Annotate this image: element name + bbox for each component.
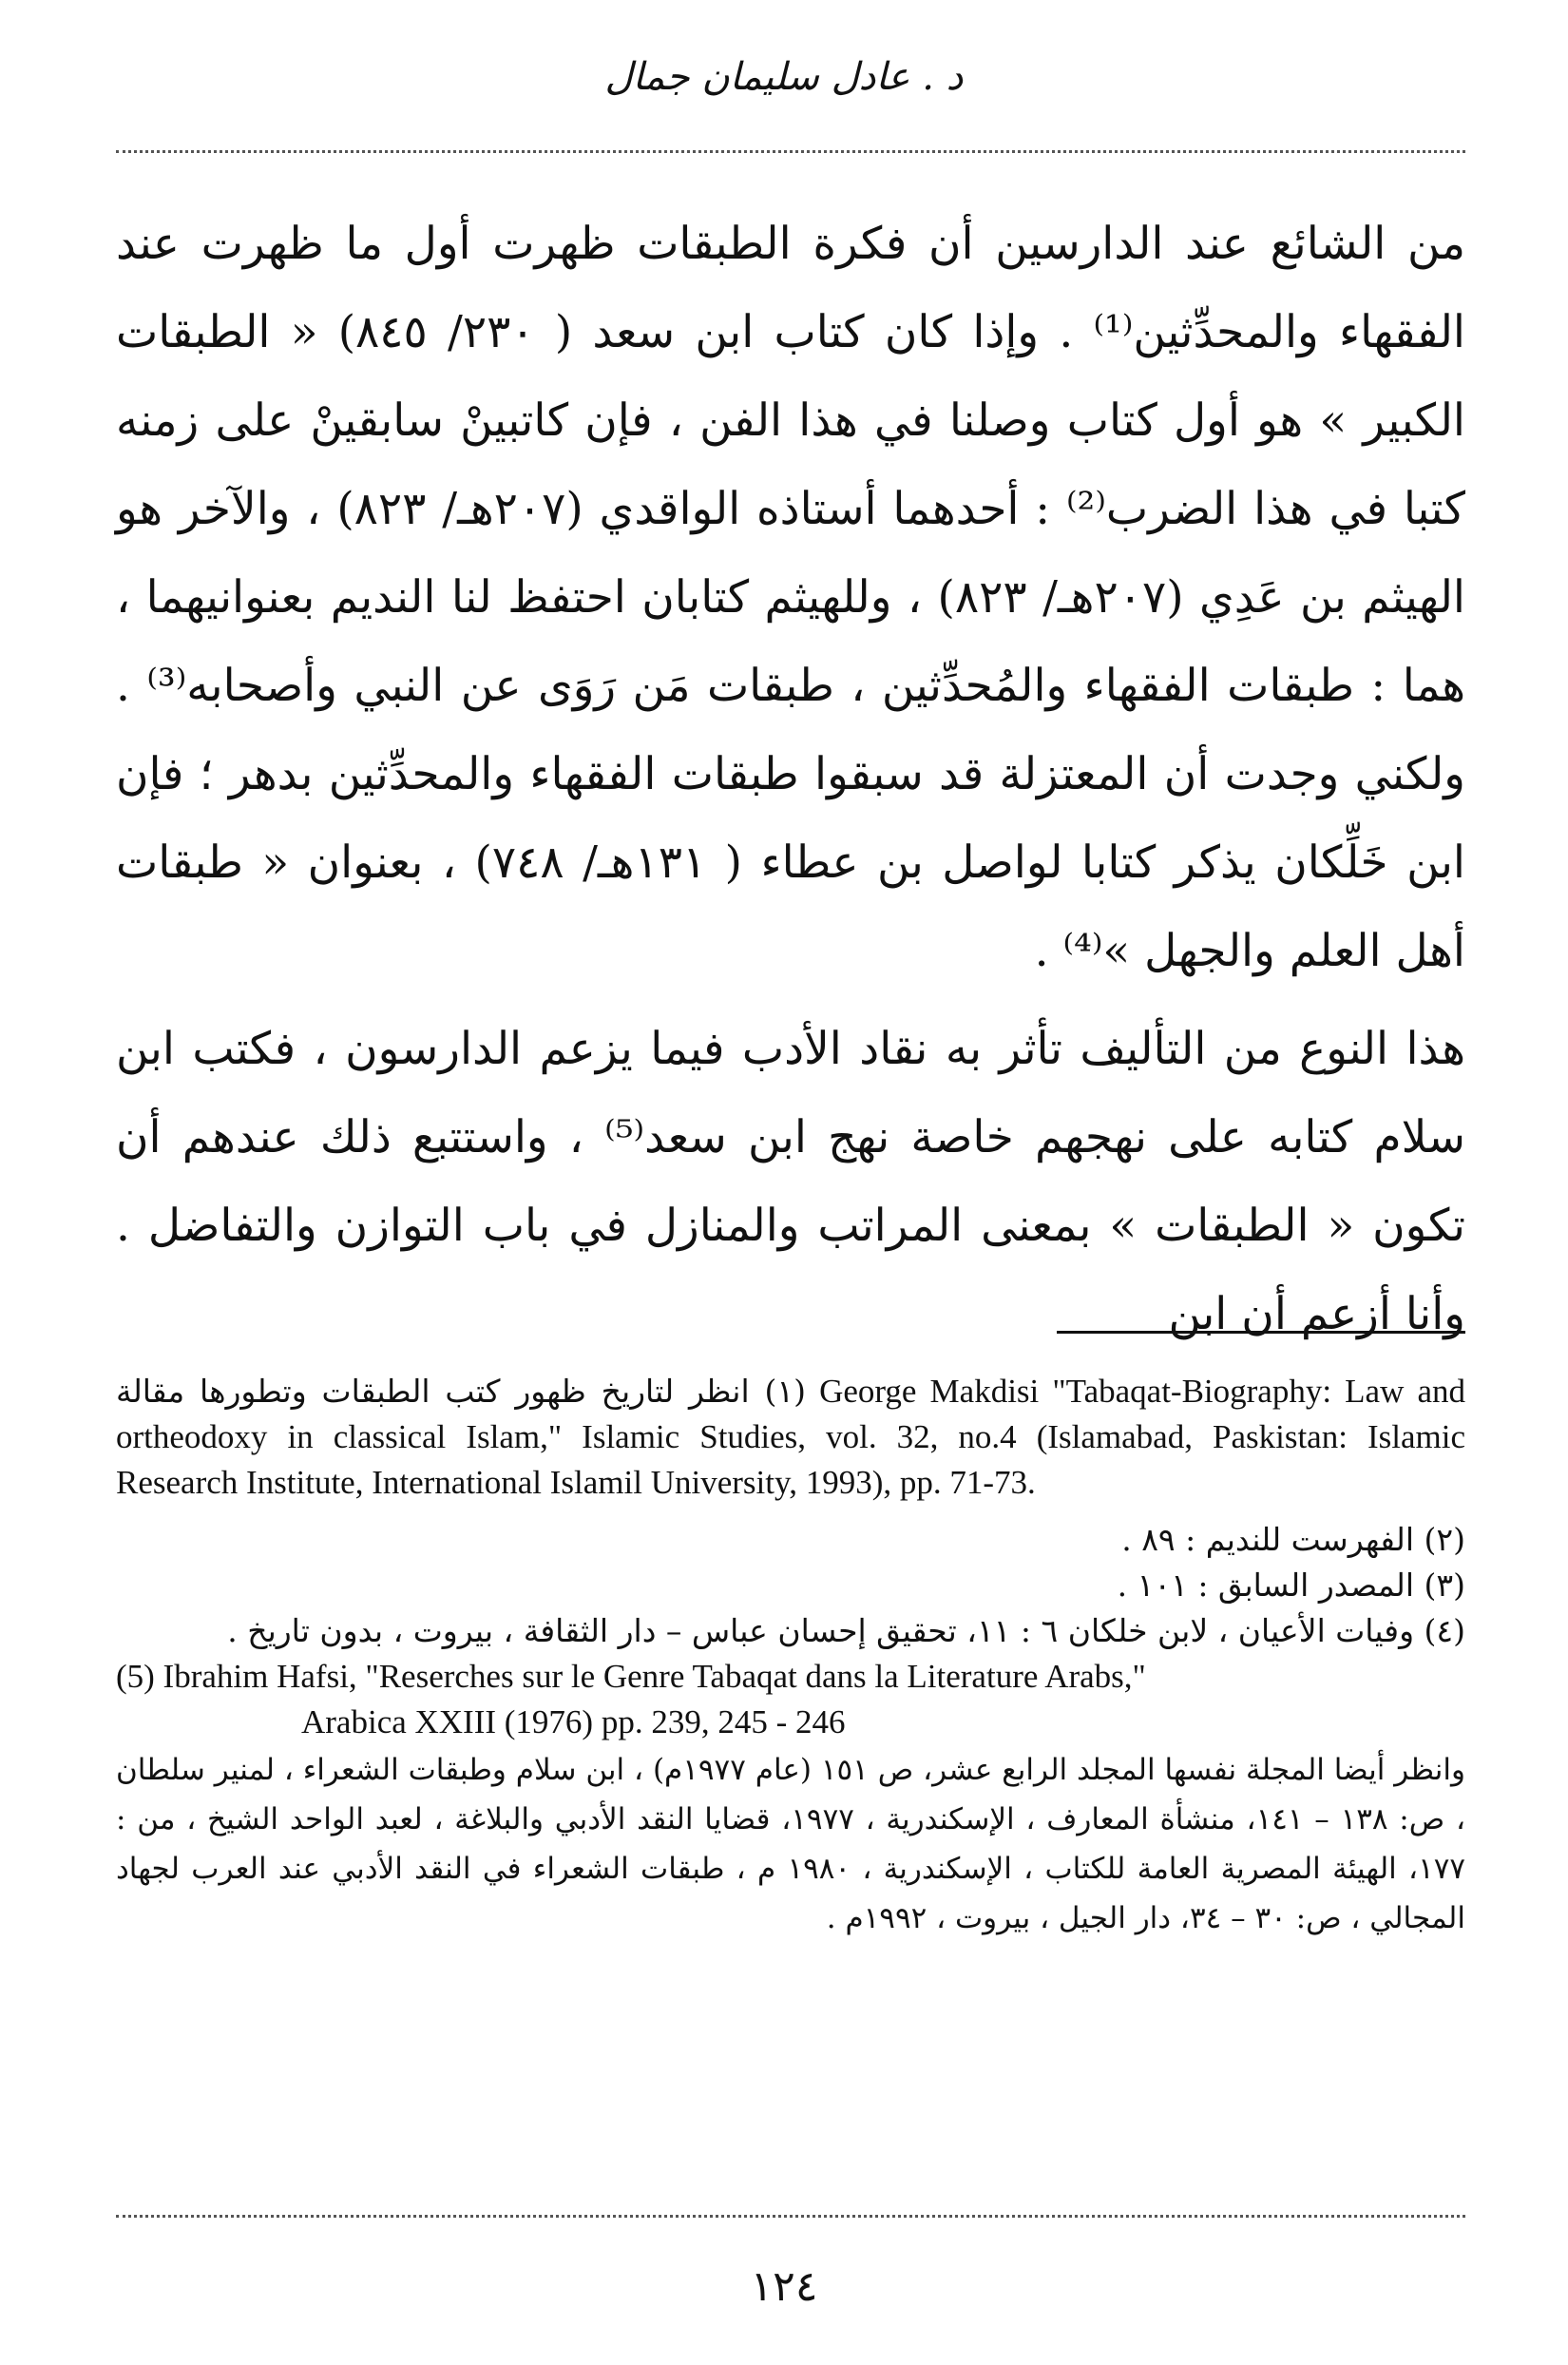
footnote-3: (٣) المصدر السابق : ١٠١ . (1117, 1567, 1465, 1604)
footnote-1-arabic: (١) انظر لتاريخ ظهور كتب الطبقات وتطورها مقالة (116, 1373, 806, 1410)
paragraph-2: هذا النوع من التأليف تأثر به نقاد الأدب فيما يزعم الدارسون ، فكتب ابن سلام كتابه على نهجهم خاصة نهج ابن سعد⁽⁵⁾ ، واستتبع ذلك عندهم أن تكون « الطبقات » بمعنى المراتب والمنازل في باب التوازن والتفاضل . وأنا أزعم أن ابن (116, 1023, 1465, 1340)
running-header-author: د . عادل سليمان جمال (604, 55, 964, 99)
footnote-gap (116, 1506, 1465, 1517)
footnote-1 (116, 1369, 1465, 1506)
footer-divider (116, 2215, 1465, 2218)
footnote-4: (٤) وفيات الأعيان ، لابن خلكان ٦ : ١١، تحقيق إحسان عباس – دار الثقافة ، بيروت ، بدون تاريخ . (227, 1612, 1465, 1649)
page-number: ١٢٤ (750, 2262, 818, 2311)
main-text (116, 200, 1465, 1358)
footnotes (116, 1369, 1465, 1943)
footnote-separator (1057, 1331, 1465, 1334)
footnote-1-english: George Makdisi "Tabaqat-Biography: Law and ortheodoxy in classical Islam," Islamic Studies, vol. 32, no.4 (Islamabad, Paskistan: Islamic Research Institute, International Islamil University, 1993), pp. 71-73. (116, 1373, 1466, 1501)
paragraph-1: من الشائع عند الدارسين أن فكرة الطبقات ظهرت أول ما ظهرت عند الفقهاء والمحدِّثين⁽¹⁾ . وإذا كان كتاب ابن سعد ( ٢٣٠/ ٨٤٥) « الطبقات الكبير » هو أول كتاب وصلنا في هذا الفن ، فإن كاتبينْ سابقينْ على زمنه كتبا في هذا الضرب⁽²⁾ : أحدهما أستاذه الواقدي (٢٠٧هـ/ ٨٢٣) ، والآخر هو الهيثم بن عَدِي (٢٠٧هـ/ ٨٢٣) ، وللهيثم كتابان احتفظ لنا النديم بعنوانيهما ، هما : طبقات الفقهاء والمُحدِّثين ، طبقات مَن رَوَى عن النبي وأصحابه⁽³⁾ . ولكني وجدت أن المعتزلة قد سبقوا طبقات الفقهاء والمحدِّثين بدهر ؛ فإن ابن خَلِّكان يذكر كتابا لواصل بن عطاء ( ١٣١هـ/ ٧٤٨) ، بعنوان « طبقات أهل العلم والجهل »⁽⁴⁾ . (116, 218, 1465, 977)
footnote-5-arabic: وانظر أيضا المجلة نفسها المجلد الرابع عشر، ص ١٥١ (عام ١٩٧٧م) ، ابن سلام وطبقات الشعراء ، لمنير سلطان ، ص: ١٣٨ – ١٤١، منشأة المعارف ، الإسكندرية ، ١٩٧٧، قضايا النقد الأدبي والبلاغة ، لعبد الواحد الشيخ ، من : ١٧٧، الهيئة المصرية العامة للكتاب ، الإسكندرية ، ١٩٨٠ م ، طبقات الشعراء في النقد الأدبي عند العرب لجهاد المجالي ، ص: ٣٠ – ٣٤، دار الجيل ، بيروت ، ١٩٩٢م . (116, 1753, 1466, 1935)
footnote-2: (٢) الفهرست للنديم : ٨٩ . (1121, 1521, 1465, 1558)
footnote-5-line-2: Arabica XXIII (1976) pp. 239, 245 - 246 (301, 1703, 846, 1740)
header-divider (116, 150, 1465, 153)
footnote-5-line-1: (5) Ibrahim Hafsi, "Reserches sur le Genre Tabaqat dans la Literature Arabs," (116, 1658, 1146, 1695)
